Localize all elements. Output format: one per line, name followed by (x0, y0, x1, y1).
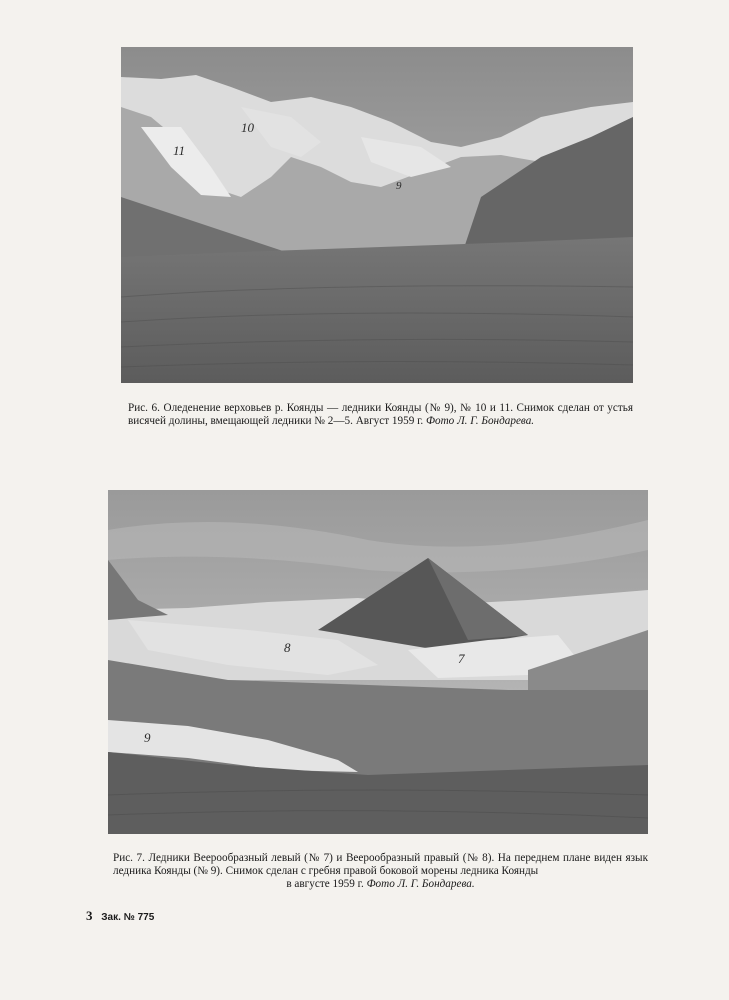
photo-label-glacier-9: 9 (144, 730, 151, 745)
figure-6-label: Рис. 6. (128, 402, 160, 414)
photo-label-glacier-11: 11 (173, 143, 186, 158)
photo-label-glacier-9: 9 (396, 180, 402, 192)
photo-label-glacier-10: 10 (241, 120, 254, 135)
figure-6-caption (128, 402, 633, 428)
page-number: 3 (86, 908, 93, 923)
figure-6-photo-credit: Фото Л. Г. Бондарева. (426, 415, 535, 427)
figure-7-caption-line1: Рис. 7. Ледники Веерообразный левый (№ 7) и Веерообразный правый (№ 8). На переднем плане (113, 852, 591, 864)
photo-label-glacier-7: 7 (458, 651, 465, 666)
figure-7-caption-line3: в августе 1959 г. (286, 878, 364, 890)
figure-7-caption (113, 852, 648, 891)
page-footer (86, 908, 154, 924)
figure-7-caption-line2: виден язык ледника Коянды (№ 9). Снимок сделан с гребня правой боковой морены ледника Коянды (113, 852, 649, 877)
mountain-glacier-photo-6 (121, 47, 633, 383)
figure-6-caption-line2: от устья висячей долины, вмещающей ледники № 2—5. Август 1959 г. (128, 402, 633, 427)
figure-7-photo-credit: Фото Л. Г. Бондарева. (366, 878, 475, 890)
figure-6-caption-line1: Оледенение верховьев р. Коянды — ледники Коянды (№ 9), № 10 и 11. Снимок сделан (163, 402, 590, 414)
figure-7-photo (108, 490, 648, 834)
figure-6-photo (121, 47, 633, 383)
print-order-number: Зак. № 775 (101, 912, 155, 923)
mountain-glacier-photo-7 (108, 490, 648, 834)
photo-label-glacier-8: 8 (284, 640, 291, 655)
figure-7-caption-tail (113, 878, 648, 891)
